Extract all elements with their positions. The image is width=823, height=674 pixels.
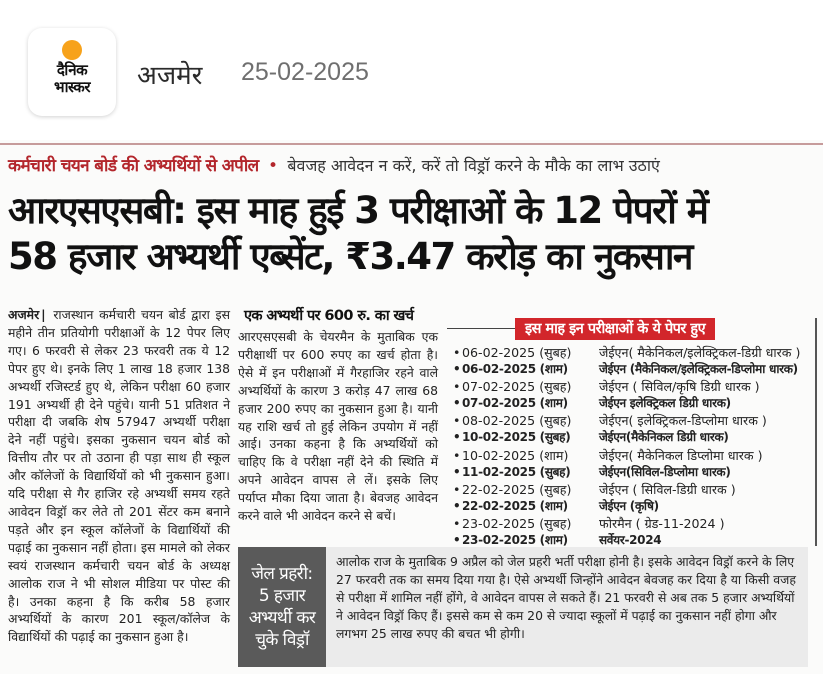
list-item: • 11-02-2025 (सुबह) जेईएन(सिविल-डिप्लोमा धारक): [453, 464, 731, 479]
list-item: • 08-02-2025 (सुबह) जेईएन( इलेक्ट्रिकल-डिप्लोमा धारक ): [453, 413, 767, 429]
jail-label-line: अभ्यर्थी कर: [248, 608, 316, 628]
dateline: अजमेर: [8, 307, 40, 322]
logo-text-line2: भास्कर: [54, 78, 90, 96]
edition-date: 25-02-2025: [241, 58, 369, 86]
list-item: • 07-02-2025 (सुबह) जेईएन ( सिविल/कृषि डिग्री धारक ): [453, 379, 760, 395]
schedule-rule: [447, 328, 517, 329]
list-item: • 10-02-2025 (शाम) जेईएन( मैकेनिकल डिप्लोमा धारक ): [453, 447, 763, 463]
left-column-body: राजस्थान कर्मचारी चयन बोर्ड द्वारा इस महीने तीन प्रतियोगी परीक्षाओं के 12 पेपर लिए गए। 6 फरवरी से लेकर 23 फरवरी तक ये 12 पेपर हुए थे। इनके लिए 1 लाख 18 हजार 138 अभ्यर्थी रजिस्टर्ड हुए थे, लेकिन परीक्षा 60 हजार 191 अभ्यर्थी ही देने पहुंचे। यानी 51 प्रतिशत ने परीक्षा दी जबकि शेष 57947 अभ्यर्थी परीक्षा देने नहीं पहुंचे। इसका नुकसान चयन बोर्ड को वित्तीय तौर पर तो उठाना ही पड़ा साथ ही स्कूल और कॉलेजों के विद्यार्थियों को भी नुकसान हुआ। यदि परीक्षा से गैर हाजिर रहे अभ्यर्थी समय रहते आवेदन विड्रॉ कर लेते तो 201 सेंटर कम बनाने पड़ते और इन स्कूल कॉलेजों के विद्यार्थियों की पढ़ाई का नुकसान नहीं होता। इस मामले को लेकर स्वयं राजस्थान कर्मचारी चयन बोर्ड के अध्यक्ष आलोक राज ने भी सोशल मीडिया पर पोस्ट की है। उनका कहना है कि करीब 58 हजार अभ्यर्थियों के कारण 201 स्कूल/कॉलेज के विद्यार्थियों की पढ़ाई का नुकसान हुआ है।: [8, 307, 230, 645]
dainik-bhaskar-logo[interactable]: [28, 28, 116, 116]
exam-schedule-box: [447, 318, 817, 546]
article-kicker: [8, 153, 660, 176]
list-item: • 06-02-2025 (शाम) जेईएन (मैकेनिकल/इलेक्ट्रिकल-डिप्लोमा धारक): [453, 362, 798, 377]
jail-box-label: [238, 547, 326, 667]
kicker-subtext: बेवजह आवेदन न करें, करें तो विड्रॉ करने के मौके का लाभ उठाएं: [287, 156, 660, 175]
jail-box-body: आलोक राज के मुताबिक 9 अप्रैल को जेल प्रहरी भर्ती परीक्षा होनी है। इसके आवेदन विड्रॉ करने के लिए 27 फरवरी तक का समय दिया गया है। ऐसे अभ्यर्थी जिन्होंने आवेदन बेवजह कर दिया है या किसी वजह से परीक्षा में शामिल नहीं होंगे, वे आवेदन वापस ले सकते हैं। 21 फरवरी से अब तक 5 हजार अभ्यर्थियों ने आवेदन विड्रॉ किए हैं। इससे कम से कम 20 से ज्यादा स्कूलों में पढ़ाई का नुकसान नहीं होगा और लगभग 25 लाख रुपए की बचत भी होगी।: [336, 554, 796, 641]
schedule-list: [453, 344, 813, 549]
schedule-title: इस माह इन परीक्षाओं के ये पेपर हुए: [515, 318, 715, 340]
jail-label-line: 5 हजार: [258, 586, 306, 606]
list-item: • 22-02-2025 (शाम) जेईएन (कृषि): [453, 498, 659, 513]
list-item: • 22-02-2025 (सुबह) जेईएन ( सिविल-डिग्री धारक ): [453, 481, 736, 497]
clipping-top-rule: [0, 143, 823, 145]
headline-line-1: आरएसएसबी: इस माह हुई 3 परीक्षाओं के 12 पेपरों में: [8, 189, 708, 232]
kicker-separator: •: [267, 156, 278, 176]
kicker-red: कर्मचारी चयन बोर्ड की अभ्यर्थियों से अपील: [8, 156, 259, 176]
list-item: • 10-02-2025 (सुबह) जेईएन(मैकेनिकल डिग्री धारक): [453, 430, 729, 445]
list-item: • 23-02-2025 (सुबह) फोरमैन ( ग्रेड-11-2024 ): [453, 515, 725, 531]
jail-guard-box: [238, 547, 808, 667]
jail-label-line: चुके विड्रॉ: [255, 630, 309, 650]
headline-line-2: 58 हजार अभ्यर्थी एब्सेंट, ₹3.47 करोड़ का नुकसान: [8, 235, 692, 278]
news-header: [0, 0, 823, 140]
dateline-pipe: |: [41, 307, 46, 322]
middle-subhead: एक अभ्यर्थी पर 600 रु. का खर्च: [244, 308, 414, 324]
list-item: • 06-02-2025 (सुबह) जेईएन( मैकेनिकल/इलेक्ट्रिकल-डिग्री धारक ): [453, 345, 801, 360]
logo-text-line1: दैनिक: [56, 61, 88, 79]
article-headline: [8, 188, 818, 280]
middle-column-body: आरएसएसबी के चेयरमैन के मुताबिक एक परीक्षार्थी पर 600 रुपए का खर्च होता है। ऐसे में इन परीक्षाओं में गैरहाजिर रहने वाले अभ्यर्थियों के कारण 3 करोड़ 47 लाख 68 हजार 200 रुपए का नुकसान हुआ है। यानी यह राशि खर्च तो हुई लेकिन उपयोग में नहीं आई। उनका कहना है कि अभ्यर्थियों को चाहिए कि वे परीक्षा नहीं देने की स्थिति में अपने आवेदन वापस ले लें। इसके लिए पर्याप्त मौका दिया जाता है। बेवजह आवेदन करने वाले भी आवेदन करने से बचें।: [238, 329, 438, 524]
jail-label-line: जेल प्रहरी:: [251, 564, 313, 584]
list-item: • 07-02-2025 (शाम) जेईएन इलेक्ट्रिकल डिग्री धारक): [453, 396, 731, 411]
left-column: [8, 306, 230, 646]
edition-city: अजमेर: [137, 61, 203, 91]
sun-icon: [62, 40, 82, 60]
middle-column: [238, 306, 438, 525]
list-item: • 23-02-2025 (शाम) सर्वेयर-2024: [453, 533, 662, 548]
